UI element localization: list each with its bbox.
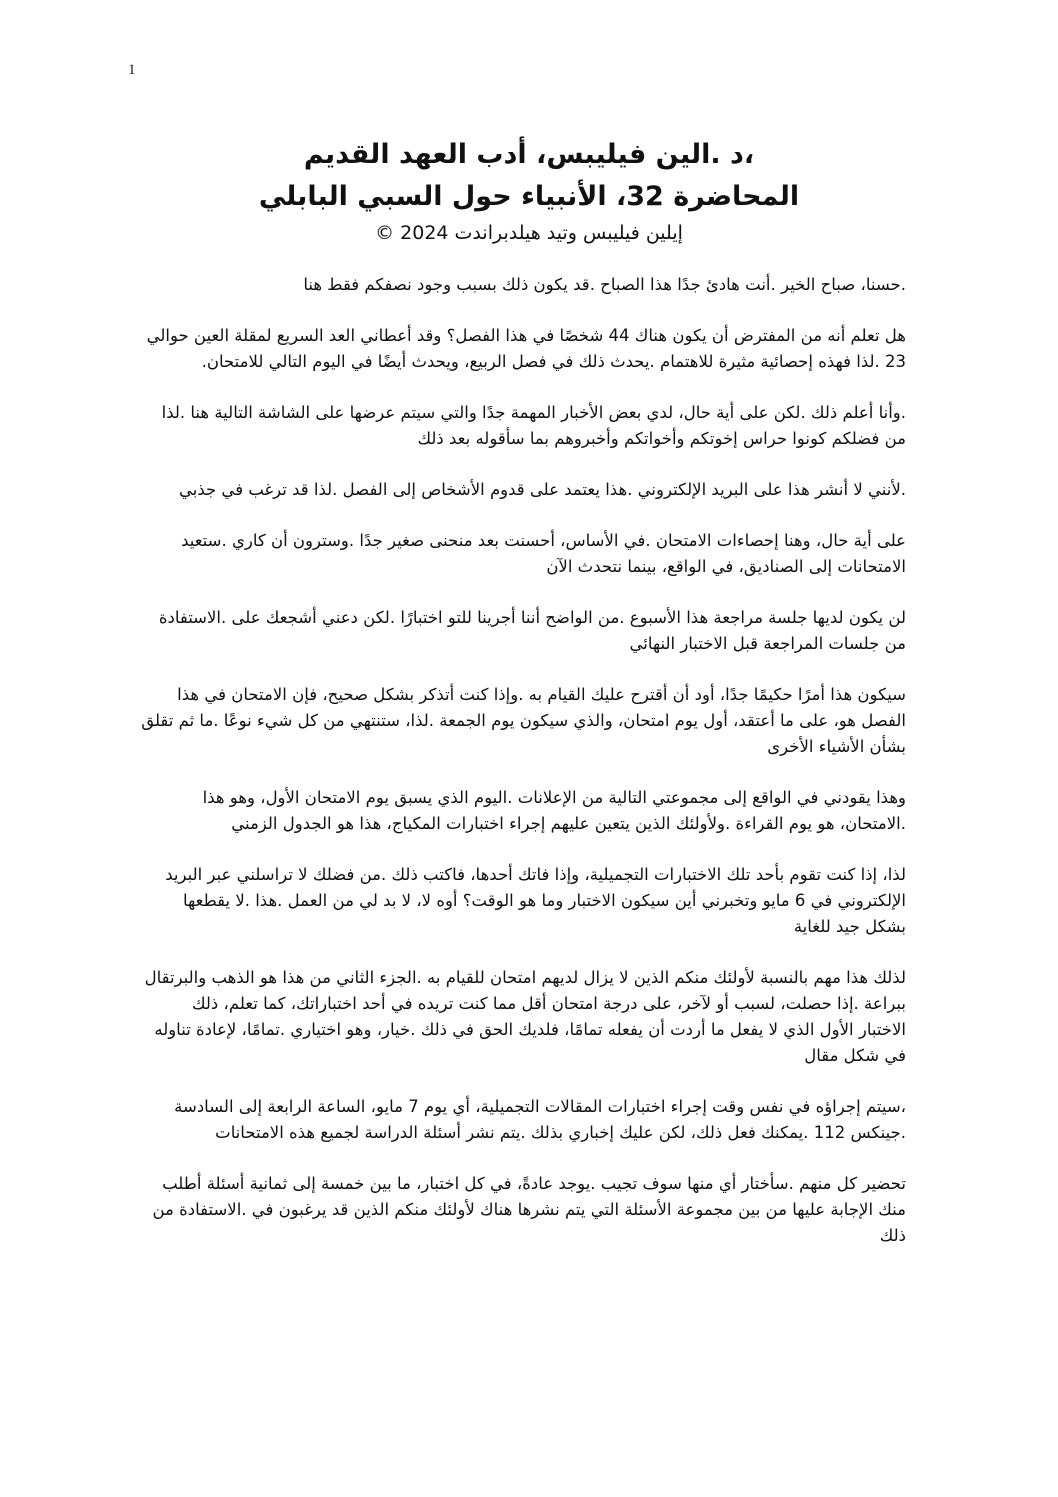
paragraph-7: سيكون هذا أمرًا حكيمًا جدًا، أود أن أقترح عليك القيام به .وإذا كنت أتذكر بشكل صحيح، فإن الامتحان في هذا الفصل هو، على ما أعتقد، أول يوم امتحان، والذي سيكون يوم الجمعة .لذا، ستنتهي من كل شيء نوعًا .ما ثم تقلق بشأن الأشياء الأخرى	[141, 685, 906, 756]
paragraph-12: تحضير كل منهم .سأختار أي منها سوف تجيب .يوجد عادةً، في كل اختبار، ما بين خمسة إلى ثمانية أسئلة أطلب منك الإجابة عليها من بين مجموعة الأسئلة التي يتم نشرها هناك لأولئك منكم الذين قد يرغبون في .الاستفادة من ذلك	[152, 1174, 906, 1245]
paragraph-3: .وأنا أعلم ذلك .لكن على أية حال، لدي بعض الأخبار المهمة جدًا والتي سيتم عرضها على الشاشة التالية هنا .لذا من فضلكم كونوا حراس إخوتكم وأخواتكم وأخبروهم بما سأقوله بعد ذلك	[161, 403, 906, 448]
paragraph-6: لن يكون لديها جلسة مراجعة هذا الأسبوع .من الواضح أننا أجرينا للتو اختبارًا .لكن دعني أشجعك على .الاستفادة من جلسات المراجعة قبل الاختبار النهائي	[158, 608, 906, 653]
document-body	[140, 272, 906, 1274]
paragraph-4: .لأنني لا أنشر هذا على البريد الإلكتروني .هذا يعتمد على قدوم الأشخاص إلى الفصل .لذا قد ترغب في جذبي	[178, 480, 906, 499]
paragraph-8: وهذا يقودني في الواقع إلى مجموعتي التالية من الإعلانات .اليوم الذي يسبق يوم الامتحان الأول، وهو هذا .الامتحان، هو يوم القراءة .ولأولئك الذين يتعين عليهم إجراء اختبارات المكياج، هذا هو الجدول الزمني	[202, 788, 906, 833]
title-line-1: ،د .الين فيليبس، أدب العهد القديم	[303, 139, 755, 170]
paragraph-11: ،سيتم إجراؤه في نفس وقت إجراء اختبارات المقالات التجميلية، أي يوم 7 مايو، الساعة الرابعة إلى السادسة .جينكس 112 .يمكنك فعل ذلك، لكن عليك إخباري بذلك .يتم نشر أسئلة الدراسة لجميع هذه الامتحانات	[174, 1097, 906, 1142]
title-line-2: المحاضرة 32، الأنبياء حول السبي البابلي	[258, 181, 800, 212]
copyright-line: إيلين فيليبس وتيد هيلدبراندت 2024 ©	[375, 222, 683, 244]
paragraph-2: هل تعلم أنه من المفترض أن يكون هناك 44 شخصًا في هذا الفصل؟ وقد أعطاني العد السريع لمقلة العين حوالي 23 .لذا فهذه إحصائية مثيرة للاهتمام .يحدث ذلك في فصل الربيع، ويحدث أيضًا في اليوم التالي للامتحان.	[146, 326, 906, 371]
paragraph-9: لذا، إذا كنت تقوم بأحد تلك الاختبارات التجميلية، وإذا فاتك أحدها، فاكتب ذلك .من فضلك لا تراسلني عبر البريد الإلكتروني في 6 مايو وتخبرني أين سيكون الاختبار وما هو الوقت؟ أوه لا، لا بد لي من العمل .هذا .لا يقطعها بشكل جيد للغاية	[165, 865, 906, 936]
page-number: 1	[128, 62, 136, 78]
paragraph-5: على أية حال، وهنا إحصاءات الامتحان .في الأساس، أحسنت بعد منحنى صغير جدًا .وسترون أن كاري .ستعيد الامتحانات إلى الصناديق، في الواقع، بينما نتحدث الآن	[181, 531, 906, 576]
paragraph-1: .حسنا، صباح الخير .أنت هادئ جدًا هذا الصباح .قد يكون ذلك بسبب وجود نصفكم فقط هنا	[303, 275, 906, 294]
document-header	[120, 134, 938, 246]
paragraph-10: لذلك هذا مهم بالنسبة لأولئك منكم الذين لا يزال لديهم امتحان للقيام به .الجزء الثاني من هذا هو الذهب والبرتقال ببراعة .إذا حصلت، لسبب أو لآخر، على درجة امتحان أقل مما كنت تريده في أحد اختباراتك، كما تعلم، ذلك الاختبار الأول الذي لا يفعل ما أردت أن يفعله تمامًا، فلديك الحق في ذلك .خيار، وهو اختياري .تمامًا، لإعادة تناوله في شكل مقال	[144, 968, 906, 1065]
